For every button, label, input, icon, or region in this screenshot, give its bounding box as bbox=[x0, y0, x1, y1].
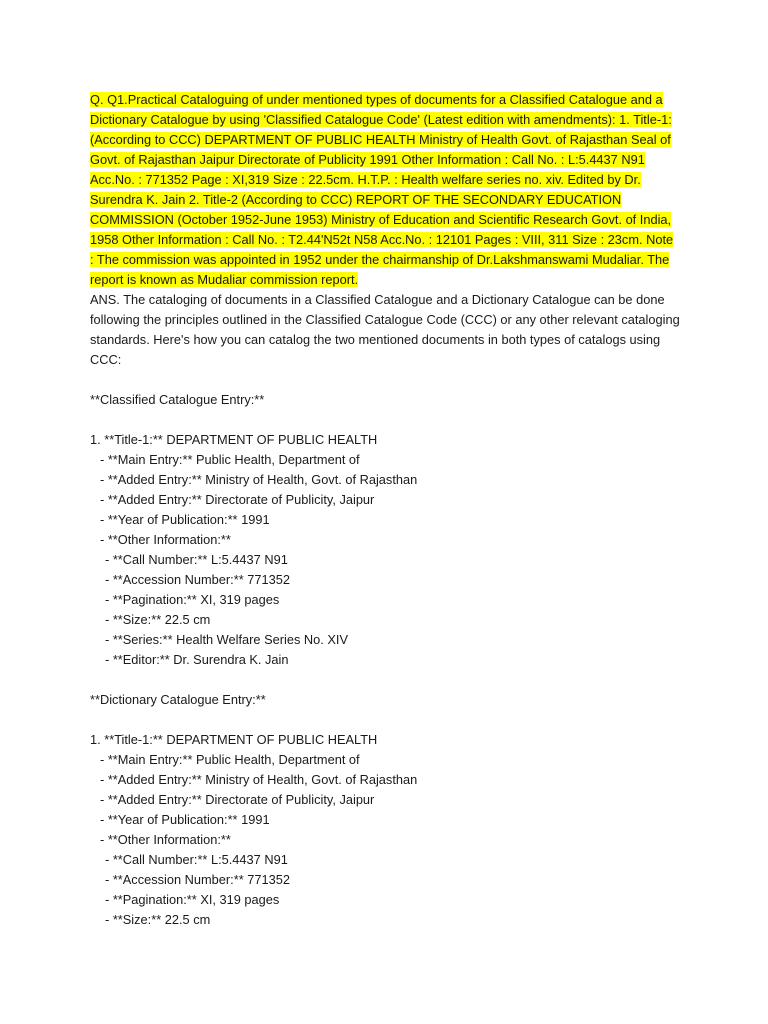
dictionary-entry-item: - **Added Entry:** Ministry of Health, Govt. of Rajasthan bbox=[100, 772, 418, 787]
classified-entry-list bbox=[90, 450, 680, 670]
classified-entry-item: - **Added Entry:** Directorate of Publicity, Jaipur bbox=[100, 492, 375, 507]
dictionary-entry-subitem: - **Pagination:** XI, 319 pages bbox=[105, 892, 280, 907]
classified-entry-item: - **Added Entry:** Ministry of Health, Govt. of Rajasthan bbox=[100, 472, 418, 487]
dictionary-entry-item: - **Year of Publication:** 1991 bbox=[100, 812, 270, 827]
classified-entry-subitem: - **Call Number:** L:5.4437 N91 bbox=[105, 552, 288, 567]
dictionary-entry-subitem: - **Call Number:** L:5.4437 N91 bbox=[105, 852, 288, 867]
dictionary-entry-subitem: - **Size:** 22.5 cm bbox=[105, 912, 211, 927]
classified-entry-title: 1. **Title-1:** DEPARTMENT OF PUBLIC HEALTH bbox=[90, 432, 378, 447]
dictionary-entry-item: - **Added Entry:** Directorate of Publicity, Jaipur bbox=[100, 792, 375, 807]
dictionary-entry-subitem: - **Accession Number:** 771352 bbox=[105, 872, 290, 887]
answer-paragraph: ANS. The cataloging of documents in a Classified Catalogue and a Dictionary Catalogue can be done following the principles outlined in the Classified Catalogue Code (CCC) or any other relevant cataloging standards. Here's how you can catalog the two mentioned documents in both types of catalogs using CCC: bbox=[90, 292, 680, 367]
classified-entry-item: - **Year of Publication:** 1991 bbox=[100, 512, 270, 527]
question-highlighted-text: Q. Q1.Practical Cataloguing of under mentioned types of documents for a Classified Catalogue and a Dictionary Catalogue by using 'Classified Catalogue Code' (Latest edition with amendments): 1. Title-1: (According to CCC) DEPARTMENT OF PUBLIC HEALTH Ministry of Health Govt. of Rajasthan Seal of Govt. of Rajasthan Jaipur Directorate of Publicity 1991 Other Information : Call No. : L:5.4437 N91 Acc.No. : 771352 Page : XI,319 Size : 22.5cm. H.T.P. : Health welfare series no. xiv. Edited by Dr. Surendra K. Jain 2. Title-2 (According to CCC) REPORT OF THE SECONDARY EDUCATION COMMISSION (October 1952-June 1953) Ministry of Education and Scientific Research Govt. of India, 1958 Other Information : Call No. : T2.44'N52t N58 Acc.No. : 12101 Pages : VIII, 311 Size : 23cm. Note : The commission was appointed in 1952 under the chairmanship of Dr.Lakshmanswami Mudaliar. The report is known as Mudaliar commission report. bbox=[90, 92, 674, 287]
classified-entry-subitem: - **Pagination:** XI, 319 pages bbox=[105, 592, 280, 607]
section-spacer bbox=[90, 670, 680, 690]
classified-entry-item: - **Main Entry:** Public Health, Department of bbox=[100, 452, 360, 467]
classified-entry-subitem: - **Size:** 22.5 cm bbox=[105, 612, 211, 627]
classified-entry-subitem: - **Editor:** Dr. Surendra K. Jain bbox=[105, 652, 289, 667]
classified-entry-item: - **Other Information:** bbox=[100, 532, 231, 547]
dictionary-entry-item: - **Main Entry:** Public Health, Department of bbox=[100, 752, 360, 767]
dictionary-entry-list bbox=[90, 750, 680, 930]
classified-catalogue-heading: **Classified Catalogue Entry:** bbox=[90, 392, 265, 407]
classified-entry-subitem: - **Series:** Health Welfare Series No. XIV bbox=[105, 632, 349, 647]
classified-entry-subitem: - **Accession Number:** 771352 bbox=[105, 572, 290, 587]
dictionary-catalogue-heading: **Dictionary Catalogue Entry:** bbox=[90, 692, 266, 707]
dictionary-entry-item: - **Other Information:** bbox=[100, 832, 231, 847]
dictionary-entry-title: 1. **Title-1:** DEPARTMENT OF PUBLIC HEALTH bbox=[90, 732, 378, 747]
question-paragraph bbox=[90, 90, 680, 290]
document-body bbox=[90, 90, 680, 930]
